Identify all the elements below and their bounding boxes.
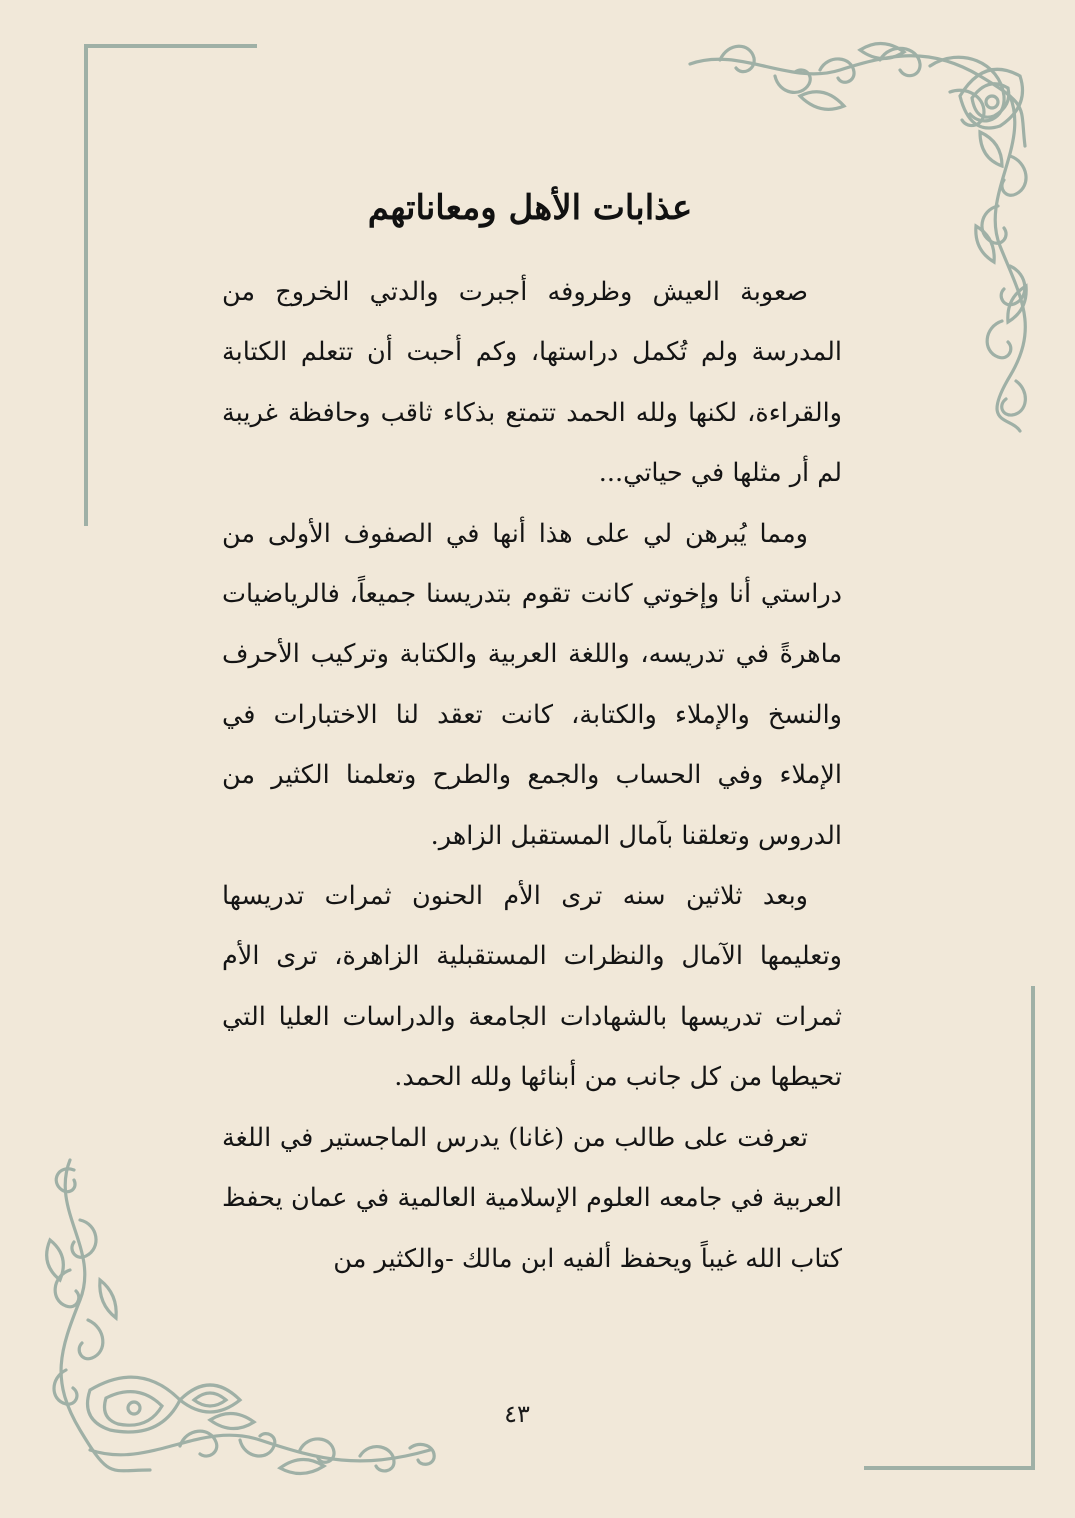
page-number: ٤٣	[504, 1400, 530, 1428]
frame-top-left-horizontal	[84, 44, 257, 48]
frame-right-vertical	[1031, 986, 1035, 1470]
paragraph: تعرفت على طالب من (غانا) يدرس الماجستير في اللغة العربية في جامعه العلوم الإسلامية العالمية في عمان يحفظ كتاب الله غيباً ويحفظ ألفيه ابن مالك -والكثير من	[222, 1122, 842, 1274]
frame-left-vertical	[84, 44, 88, 526]
paragraph: ومما يُبرهن لي على هذا أنها في الصفوف الأولى من دراستي أنا وإخوتي كانت تقوم بتدريسنا جميعاً، فالرياضيات ماهرةً في تدريسه، واللغة العربية والكتابة وتركيب الأحرف والنسخ والإملاء والكتابة، كانت تعقد لنا الاختبارات في الإملاء وفي الحساب والجمع والطرح وتعلمنا الكثير من الدروس وتعلقنا بآمال المستقبل الزاهر.	[222, 518, 842, 851]
page-title: عذابات الأهل ومعاناتهم	[367, 188, 693, 228]
body-text	[222, 262, 842, 1289]
paragraph: صعوبة العيش وظروفه أجبرت والدتي الخروج من المدرسة ولم تُكمل دراستها، وكم أحبت أن تتعلم الكتابة والقراءة، لكنها ولله الحمد تتمتع بذكاء ثاقب وحافظة غريبة لم أر مثلها في حياتي...	[222, 277, 842, 489]
frame-bottom-right-horizontal	[864, 1466, 1035, 1470]
paragraph: وبعد ثلاثين سنه ترى الأم الحنون ثمرات تدريسها وتعليمها الآمال والنظرات المستقبلية الزاهرة، ترى الأم ثمرات تدريسها بالشهادات الجامعة والدراسات العليا التي تحيطها من كل جانب من أبنائها ولله الحمد.	[222, 881, 842, 1093]
